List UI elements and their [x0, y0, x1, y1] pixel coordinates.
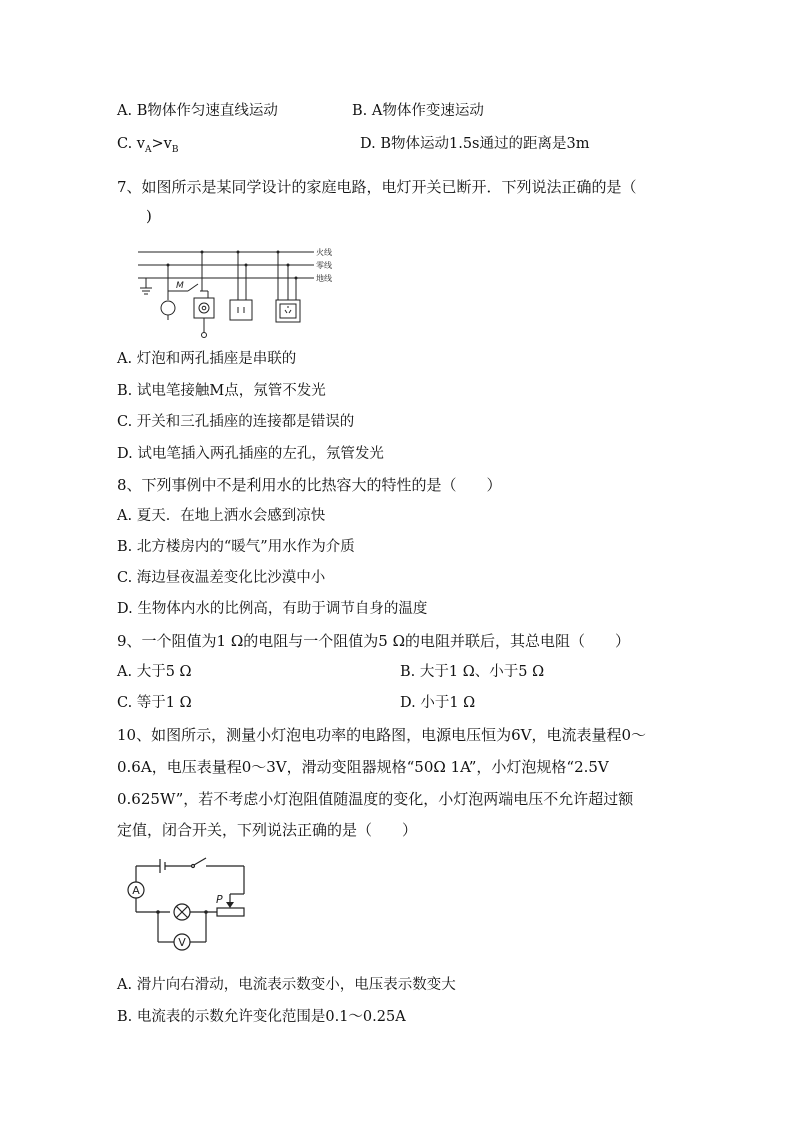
slider-p-label: P — [216, 893, 223, 906]
q9-option-d: D. 小于1 Ω — [400, 695, 476, 711]
q8-option-b: B. 北方楼房内的“暖气”用水作为介质 — [117, 539, 355, 555]
q10-option-b: B. 电流表的示数允许变化范围是0.1～0.25A — [117, 1009, 406, 1025]
q9-option-b: B. 大于1 Ω、小于5 Ω — [400, 664, 545, 680]
ground-wire-label: 地线 — [316, 274, 332, 283]
q10-stem-line2: 0.6A，电压表量程0～3V，滑动变阻器规格“50Ω 1A”，小灯泡规格“2.5V — [117, 758, 609, 776]
q7-stem-line1: 7、如图所示是某同学设计的家庭电路，电灯开关已断开．下列说法正确的是（ — [117, 178, 637, 196]
q10-stem-line1: 10、如图所示，测量小灯泡电功率的电路图，电源电压恒为6V，电流表量程0～ — [117, 726, 647, 744]
voltmeter-label: V — [178, 936, 186, 949]
q6-option-a: A. B物体作匀速直线运动 — [117, 103, 278, 119]
q8-option-a: A. 夏天．在地上洒水会感到凉快 — [117, 508, 326, 524]
q10-lamp-power-circuit-figure — [120, 854, 250, 962]
q7-option-d: D. 试电笔插入两孔插座的左孔，氖管发光 — [117, 446, 384, 462]
q6-option-b: B. A物体作变速运动 — [352, 103, 484, 119]
q7-stem-line2: ) — [146, 207, 152, 225]
ammeter-label: A — [132, 884, 140, 897]
q8-stem: 8、下列事例中不是利用水的比热容大的特性的是（ ） — [117, 476, 502, 494]
live-wire-label: 火线 — [316, 248, 332, 257]
q7-option-b: B. 试电笔接触M点，氖管不发光 — [117, 383, 326, 399]
point-m-label: M — [176, 281, 184, 291]
q7-option-c: C. 开关和三孔插座的连接都是错误的 — [117, 414, 355, 430]
q7-household-circuit-figure — [136, 244, 346, 344]
q7-option-a: A. 灯泡和两孔插座是串联的 — [117, 351, 297, 367]
q10-option-a: A. 滑片向右滑动，电流表示数变小，电压表示数变大 — [117, 977, 456, 993]
q10-stem-line3: 0.625W”，若不考虑小灯泡阻值随温度的变化，小灯泡两端电压不允许超过额 — [117, 790, 634, 808]
q8-option-d: D. 生物体内水的比例高，有助于调节自身的温度 — [117, 601, 428, 617]
q10-stem-line4: 定值，闭合开关，下列说法正确的是（ ） — [117, 821, 418, 839]
q9-option-a: A. 大于5 Ω — [117, 664, 192, 680]
q9-stem: 9、一个阻值为1 Ω的电阻与一个阻值为5 Ω的电阻并联后，其总电阻（ ） — [117, 632, 631, 650]
q6-option-c: C. $v_A>v_B$ — [117, 136, 179, 155]
q6-option-d: D. B物体运动1.5s通过的距离是3m — [360, 136, 590, 152]
q9-option-c: C. 等于1 Ω — [117, 695, 192, 711]
neutral-wire-label: 零线 — [316, 261, 332, 270]
q8-option-c: C. 海边昼夜温差变化比沙漠中小 — [117, 570, 326, 586]
